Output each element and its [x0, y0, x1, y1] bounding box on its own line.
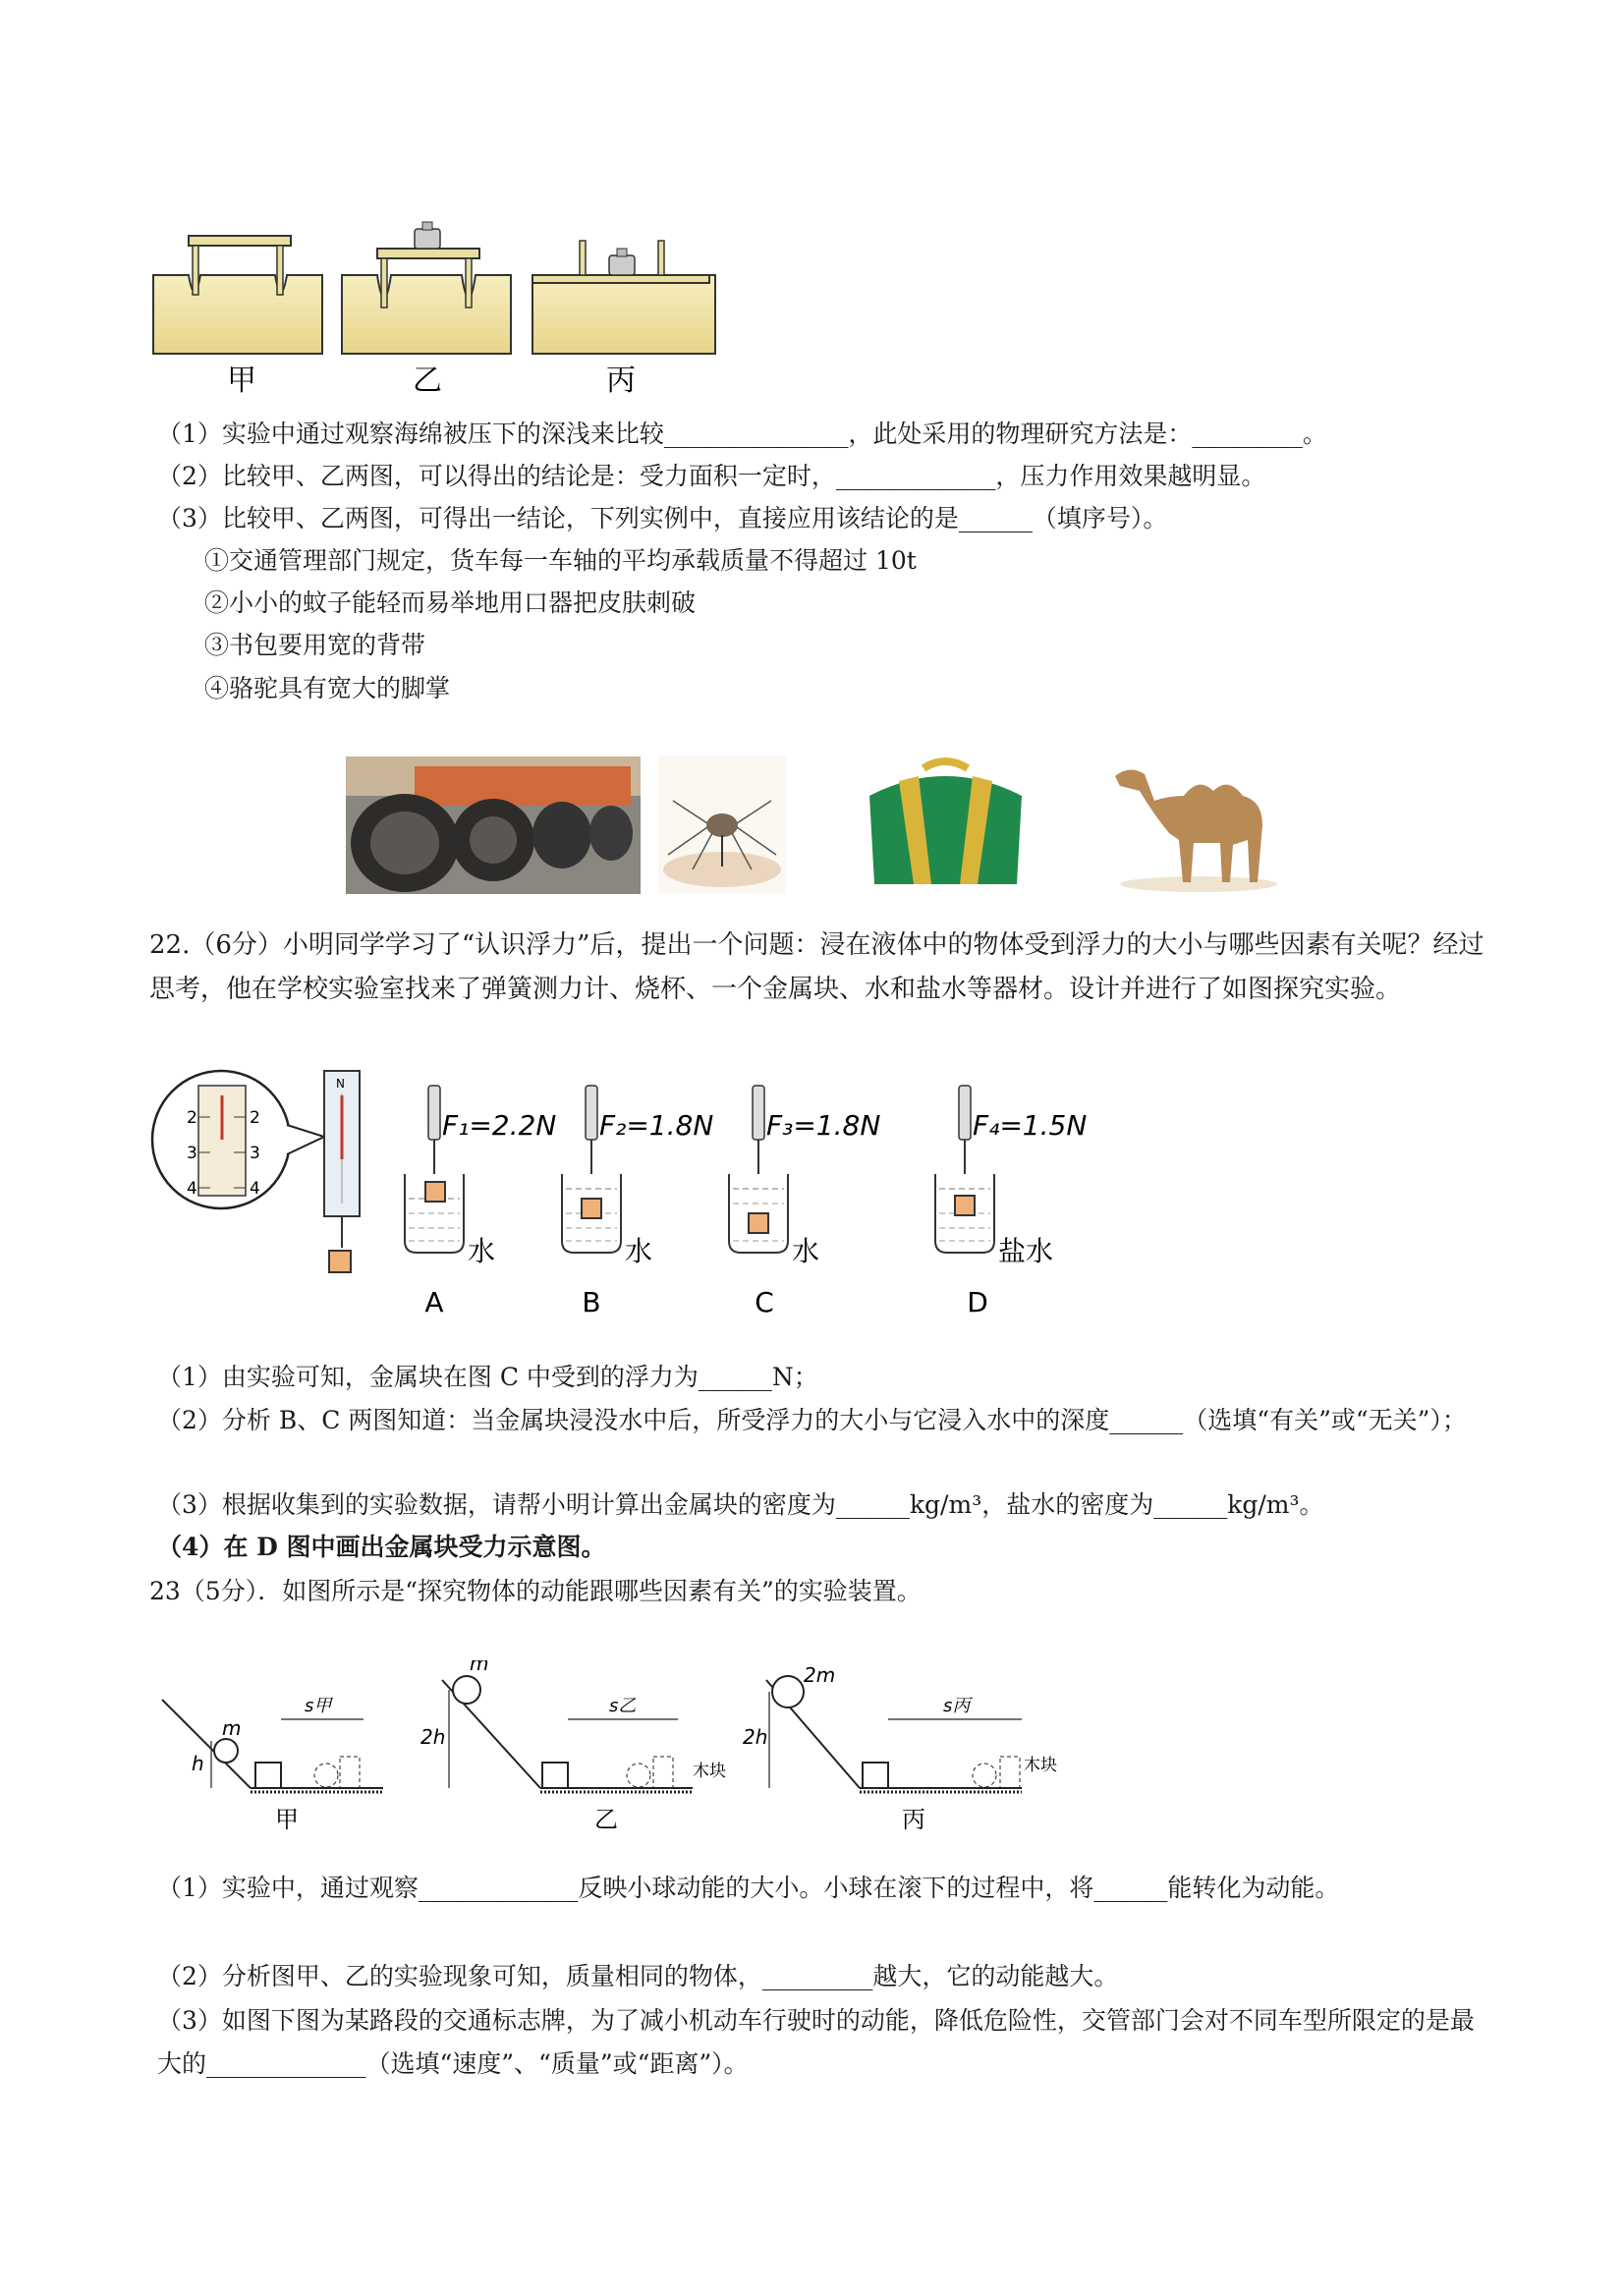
- q21-item-2: （2）比较甲、乙两图，可以得出的结论是：受力面积一定时，_____________，压力作用效果越明显。: [157, 462, 1266, 490]
- fig-label-q23-bing: 丙: [902, 1806, 925, 1833]
- scale-tick-left-4: 4: [187, 1179, 197, 1199]
- kinetic-energy-figure: [157, 1660, 1091, 1847]
- q23-item-3: （3）如图下图为某路段的交通标志牌，为了减小机动车行驶时的动能，降低危险性，交管部门会对不同车型所限定的是最大的_____________（选填“速度”、“质量”或“距离”）。: [157, 2006, 1475, 2078]
- q22-item-2: （2）分析 B、C 两图知道：当金属块浸没水中后，所受浮力的大小与它浸入水中的深度______（选填“有关”或“无关”）；: [157, 1406, 1467, 1434]
- scale-tick-right-4: 4: [250, 1179, 260, 1199]
- beaker-label-c: C: [755, 1286, 774, 1318]
- liquid-b: 水: [625, 1235, 653, 1267]
- mass-yi: m: [470, 1660, 489, 1675]
- beaker-label-b: B: [582, 1286, 601, 1318]
- liquid-c: 水: [792, 1235, 820, 1267]
- mass-bing: 2m: [804, 1663, 836, 1687]
- truck-wheels-photo: [346, 756, 641, 894]
- mass-jia: m: [222, 1716, 242, 1740]
- block-label-bing: 木块: [1024, 1756, 1057, 1775]
- fig-label-yi: 乙: [413, 364, 442, 398]
- block-label-yi: 木块: [693, 1762, 726, 1781]
- beaker-label-a: A: [424, 1286, 444, 1318]
- scale-tick-right-3: 3: [250, 1144, 260, 1163]
- scale-unit: N: [336, 1077, 345, 1091]
- buoyancy-experiment-figure: [147, 1066, 1130, 1331]
- q22-intro: 22.（6分）小明同学学习了“认识浮力”后，提出一个问题：浸在液体中的物体受到浮力的大小与哪些因素有关呢？经过思考，他在学校实验室找来了弹簧测力计、烧杯、一个金属块、水和盐水等器材。设计并进行了如图探究实验。: [149, 930, 1484, 1004]
- q21-option-1: ①交通管理部门规定，货车每一车轴的平均承载质量不得超过 10t: [204, 546, 917, 575]
- fig-label-q23-jia: 甲: [275, 1806, 299, 1833]
- force-f3: F₃=1.8N: [766, 1109, 881, 1142]
- distance-bing: s丙: [943, 1696, 971, 1716]
- ramp-jia: [162, 1696, 383, 1833]
- height-yi: 2h: [420, 1725, 446, 1749]
- liquid-d: 盐水: [998, 1235, 1054, 1267]
- q22-item-1: （1）由实验可知，金属块在图 C 中受到的浮力为______N；: [157, 1363, 818, 1391]
- fig-label-jia: 甲: [227, 364, 256, 398]
- force-f4: F₄=1.5N: [973, 1109, 1088, 1142]
- sponge-bing: [532, 241, 715, 354]
- camel-photo: [1100, 756, 1297, 894]
- magnified-scale: [152, 1071, 324, 1208]
- beaker-label-d: D: [967, 1286, 988, 1318]
- distance-yi: s乙: [609, 1696, 637, 1716]
- q22-item-3: （3）根据收集到的实验数据，请帮小明计算出金属块的密度为______kg/m³，盐水的密度为______kg/m³。: [157, 1490, 1324, 1519]
- q21-item-1: （1）实验中通过观察海绵被压下的深浅来比较_______________，此处采用的物理研究方法是：_________。: [157, 420, 1327, 448]
- fig-label-bing: 丙: [606, 364, 636, 398]
- q21-item-3: （3）比较甲、乙两图，可得出一结论，下列实例中，直接应用该结论的是______（填序号）。: [157, 504, 1168, 532]
- force-f1: F₁=2.2N: [442, 1109, 557, 1142]
- height-jia: h: [192, 1752, 204, 1775]
- q23-intro: 23（5分）．如图所示是“探究物体的动能跟哪些因素有关”的实验装置。: [149, 1577, 922, 1605]
- q21-option-3: ③书包要用宽的背带: [204, 631, 426, 659]
- spring-scale-a: [324, 1071, 360, 1272]
- force-f2: F₂=1.8N: [599, 1109, 714, 1142]
- scale-tick-right-2: 2: [250, 1108, 260, 1128]
- backpack-photo: [855, 756, 1036, 894]
- distance-jia: s甲: [305, 1696, 332, 1716]
- q23-item-1: （1）实验中，通过观察_____________反映小球动能的大小。小球在滚下的过程中，将______能转化为动能。: [157, 1874, 1340, 1902]
- fig-label-q23-yi: 乙: [594, 1806, 618, 1833]
- sponge-experiment-figure: [147, 221, 737, 403]
- height-bing: 2h: [743, 1725, 768, 1749]
- mosquito-photo: [658, 756, 786, 894]
- q21-option-4: ④骆驼具有宽大的脚掌: [204, 674, 451, 702]
- q23-item-2: （2）分析图甲、乙的实验现象可知，质量相同的物体，_________越大，它的动能越大。: [157, 1962, 1119, 1990]
- scale-tick-left-2: 2: [187, 1108, 197, 1128]
- sponge-jia: [153, 236, 322, 354]
- q21-option-2: ②小小的蚊子能轻而易举地用口器把皮肤刺破: [204, 588, 697, 617]
- ramp-bing: [743, 1663, 1057, 1833]
- scale-tick-left-3: 3: [187, 1144, 197, 1163]
- liquid-a: 水: [468, 1235, 496, 1267]
- sponge-yi: [342, 222, 511, 354]
- ramp-yi: [420, 1660, 726, 1833]
- q22-item-4: （4）在 D 图中画出金属块受力示意图。: [157, 1533, 606, 1561]
